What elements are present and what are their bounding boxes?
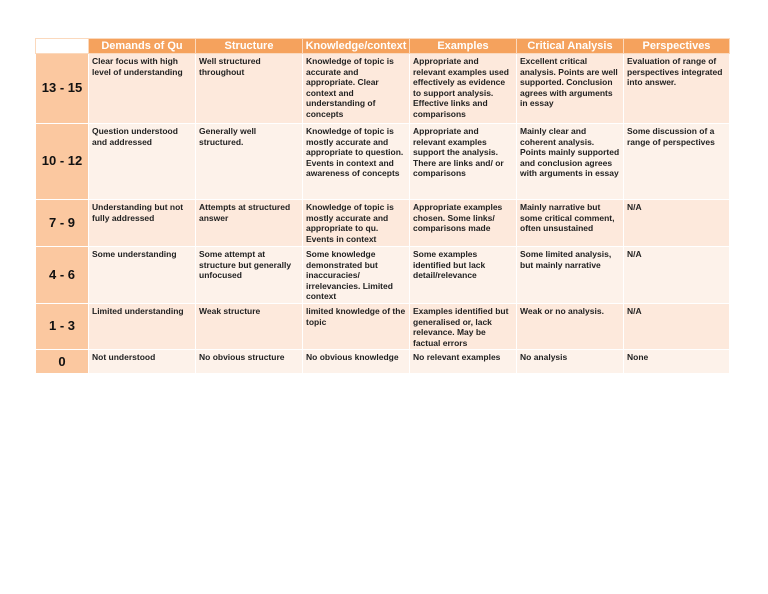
table-cell: No obvious structure <box>196 350 303 374</box>
table-cell: N/A <box>624 247 730 304</box>
column-header-examples: Examples <box>410 39 517 54</box>
column-header-critical-analysis: Critical Analysis <box>517 39 624 54</box>
table-cell: Limited understanding <box>89 303 196 349</box>
table-cell: Weak structure <box>196 303 303 349</box>
table-cell: Some understanding <box>89 247 196 304</box>
table-cell: Knowledge of topic is accurate and appropriate. Clear context and understanding of concepts <box>303 54 410 124</box>
table-row <box>36 54 730 124</box>
table-cell: No relevant examples <box>410 350 517 374</box>
table-cell: Generally well structured. <box>196 124 303 200</box>
header-row <box>36 39 730 54</box>
table-row <box>36 303 730 349</box>
table-cell: Attempts at structured answer <box>196 200 303 247</box>
table-row <box>36 350 730 374</box>
column-header-demands: Demands of Qu <box>89 39 196 54</box>
table-cell: Knowledge of topic is mostly accurate and appropriate to question. Events in context and awareness of concepts <box>303 124 410 200</box>
table-cell: Examples identified but generalised or, lack relevance. May be factual errors <box>410 303 517 349</box>
table-cell: Appropriate and relevant examples used effectively as evidence to support analysis. Effective links and comparisons <box>410 54 517 124</box>
table-cell: Appropriate examples chosen. Some links/ comparisons made <box>410 200 517 247</box>
table-cell: Some knowledge demonstrated but inaccuracies/ irrelevancies. Limited context <box>303 247 410 304</box>
table-cell: Mainly narrative but some critical comment, often unsustained <box>517 200 624 247</box>
table-cell: None <box>624 350 730 374</box>
table-cell: N/A <box>624 200 730 247</box>
table-cell: No obvious knowledge <box>303 350 410 374</box>
table-cell: Not understood <box>89 350 196 374</box>
table-cell: Clear focus with high level of understanding <box>89 54 196 124</box>
mark-band-cell: 4 - 6 <box>36 247 89 304</box>
table-cell: Some limited analysis, but mainly narrative <box>517 247 624 304</box>
table-cell: Knowledge of topic is mostly accurate and appropriate to qu. Events in context <box>303 200 410 247</box>
mark-band-cell: 10 - 12 <box>36 124 89 200</box>
table-cell: Understanding but not fully addressed <box>89 200 196 247</box>
table-cell: Evaluation of range of perspectives integrated into answer. <box>624 54 730 124</box>
table-row <box>36 247 730 304</box>
table-cell: No analysis <box>517 350 624 374</box>
table-cell: Some discussion of a range of perspectives <box>624 124 730 200</box>
table-cell: Well structured throughout <box>196 54 303 124</box>
column-header-structure: Structure <box>196 39 303 54</box>
column-header-perspectives: Perspectives <box>624 39 730 54</box>
mark-band-cell: 0 <box>36 350 89 374</box>
column-header-knowledge: Knowledge/context <box>303 39 410 54</box>
table-cell: Mainly clear and coherent analysis. Points mainly supported and conclusion agrees with arguments in essay <box>517 124 624 200</box>
header-corner-cell <box>36 39 89 54</box>
mark-band-cell: 1 - 3 <box>36 303 89 349</box>
table-cell: Some attempt at structure but generally unfocused <box>196 247 303 304</box>
table-row <box>36 124 730 200</box>
table-cell: Some examples identified but lack detail/relevance <box>410 247 517 304</box>
table-cell: Excellent critical analysis. Points are well supported. Conclusion agrees with arguments in essay <box>517 54 624 124</box>
table-row <box>36 200 730 247</box>
mark-band-cell: 7 - 9 <box>36 200 89 247</box>
mark-band-cell: 13 - 15 <box>36 54 89 124</box>
table-cell: Question understood and addressed <box>89 124 196 200</box>
table-cell: Weak or no analysis. <box>517 303 624 349</box>
marking-rubric-table <box>35 38 730 374</box>
table-cell: Appropriate and relevant examples support the analysis. There are links and/ or comparisons <box>410 124 517 200</box>
table-cell: limited knowledge of the topic <box>303 303 410 349</box>
table-cell: N/A <box>624 303 730 349</box>
